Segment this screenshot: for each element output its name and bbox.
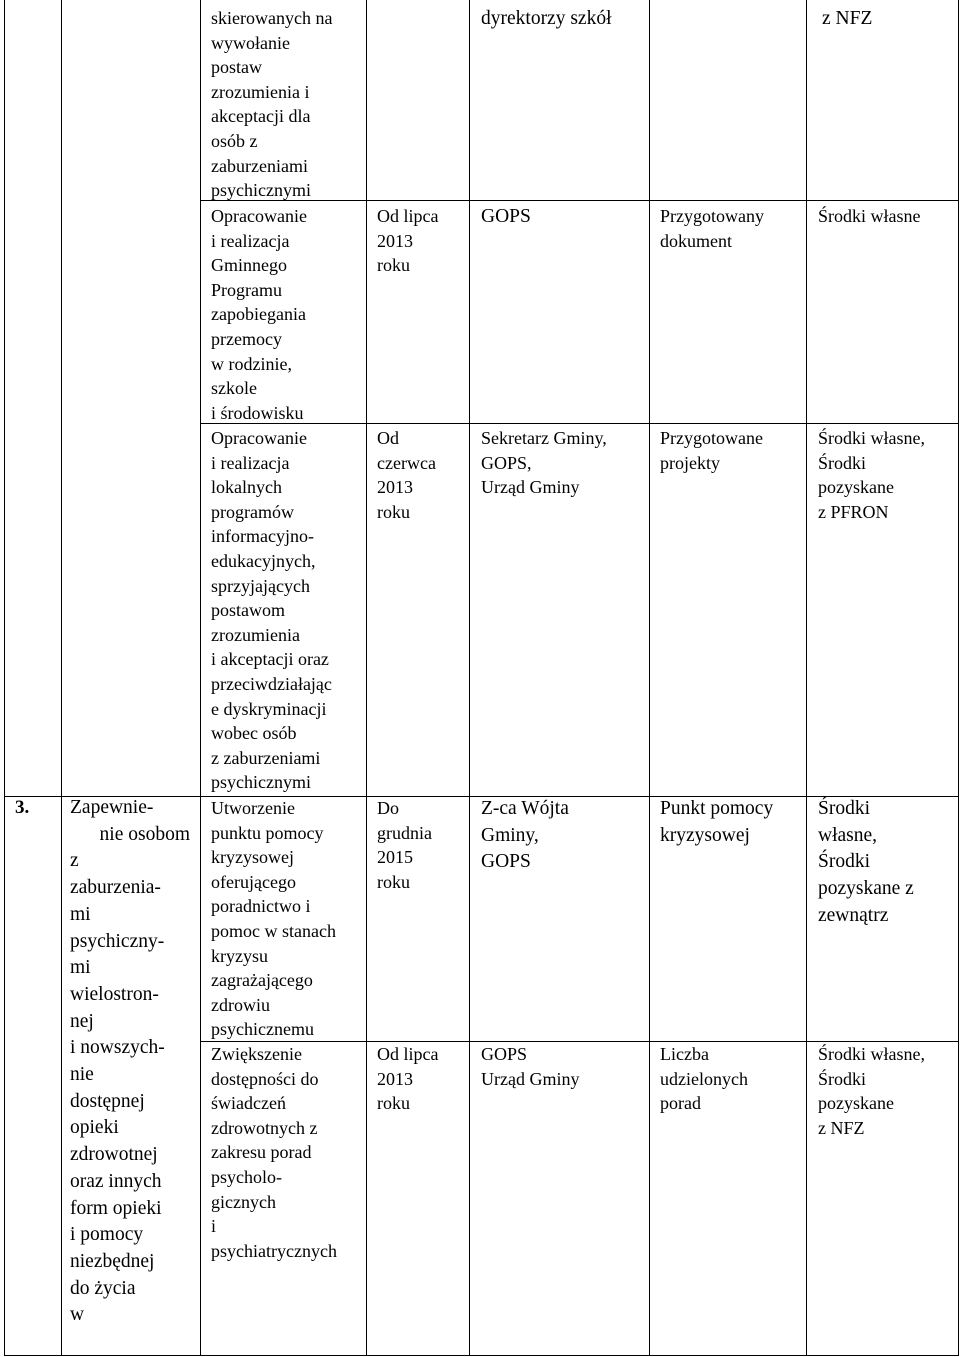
result-line: dokument	[660, 230, 732, 251]
task-line: Programu	[211, 279, 282, 300]
task-line: zrozumienia	[211, 624, 300, 645]
funding-line: Środki własne,	[818, 1044, 925, 1064]
result-cell	[660, 796, 800, 849]
task-line: i realizacja	[211, 452, 290, 473]
goal-line: form opieki	[70, 1197, 162, 1219]
task-line: i akceptacji oraz	[211, 649, 329, 670]
funding-cell	[818, 796, 948, 930]
task-line: Zwiększenie	[211, 1044, 302, 1064]
funding-line: pozyskane z	[818, 878, 914, 900]
task-line: i realizacja	[211, 230, 290, 251]
task-line: przeciwdziałając	[211, 673, 332, 694]
goal-line: do życia	[70, 1277, 136, 1299]
table-border	[958, 0, 959, 1356]
table-border	[366, 0, 367, 1356]
table-border	[469, 0, 470, 1356]
result-line: porad	[660, 1093, 701, 1114]
funding-line: z PFRON	[818, 501, 889, 522]
result-line: udzielonych	[660, 1068, 748, 1089]
task-line: osób z	[211, 130, 258, 151]
term-line: Od lipca	[377, 206, 439, 226]
goal-line: i nowszych-	[70, 1037, 165, 1059]
task-line: i	[211, 1216, 217, 1237]
task-line: punktu pomocy	[211, 822, 324, 843]
goal-line: dostępnej	[70, 1090, 145, 1112]
table-border	[4, 0, 5, 1356]
responsible-line: Gminy,	[481, 824, 539, 846]
term-line: roku	[377, 871, 410, 892]
task-line: kryzysu	[211, 945, 268, 966]
term-line: czerwca	[377, 452, 436, 473]
task-line: wywołanie	[211, 32, 290, 53]
task-line: gicznych	[211, 1191, 276, 1212]
task-line: zapobiegania	[211, 304, 306, 325]
responsible-line: Sekretarz Gminy,	[481, 428, 607, 448]
goal-line: nej	[70, 1010, 94, 1032]
result-line: Punkt pomocy	[660, 798, 774, 819]
task-line: postaw	[211, 57, 262, 78]
funding-line: Środki własne,	[818, 428, 925, 448]
responsible-line: Z-ca Wójta	[481, 798, 569, 819]
task-line: informacyjno-	[211, 526, 314, 547]
task-line: kryzysowej	[211, 847, 294, 868]
task-cell	[211, 796, 354, 1042]
task-line: psychiatrycznych	[211, 1240, 337, 1261]
funding-cell	[818, 426, 948, 524]
task-line: zakresu porad	[211, 1142, 312, 1163]
task-line: szkole	[211, 378, 257, 399]
table-border	[649, 0, 650, 1356]
task-line: zdrowotnych z	[211, 1117, 318, 1138]
goal-line: nie	[70, 1064, 94, 1086]
result-line: Przygotowany	[660, 206, 764, 226]
term-line: roku	[377, 501, 410, 522]
term-cell	[377, 426, 459, 524]
task-line: skierowanych na	[211, 8, 333, 28]
task-line: dostępności do	[211, 1068, 319, 1089]
term-cell	[377, 1042, 459, 1116]
task-line: poradnictwo i	[211, 896, 311, 917]
term-line: Do	[377, 798, 399, 818]
funding-cell	[822, 6, 872, 33]
task-cell	[211, 204, 354, 425]
responsible-line: GOPS	[481, 206, 531, 227]
goal-line: nie osobom	[99, 823, 190, 845]
task-cell	[211, 426, 354, 795]
goal-line: Zapewnie-	[70, 797, 154, 818]
responsible-line: Urząd Gminy	[481, 477, 580, 498]
funding-line: z NFZ	[818, 1117, 865, 1138]
task-line: psychicznymi	[211, 180, 311, 201]
responsible-cell	[481, 1042, 639, 1091]
goal-line: psychiczny-	[70, 930, 165, 952]
funding-cell	[818, 204, 948, 229]
responsible-line: Urząd Gminy	[481, 1068, 580, 1089]
funding-line: Środki	[818, 798, 871, 819]
task-line: postawom	[211, 600, 285, 621]
term-line: 2013	[377, 1068, 413, 1089]
funding-line: Środki	[818, 1068, 867, 1089]
result-cell	[660, 204, 800, 253]
goal-line: z	[70, 850, 79, 872]
task-line: Opracowanie	[211, 206, 307, 226]
term-line: roku	[377, 255, 410, 276]
responsible-line: GOPS	[481, 1044, 528, 1064]
responsible-cell	[481, 796, 639, 876]
term-cell	[377, 204, 459, 278]
funding-line: zewnątrz	[818, 904, 889, 926]
task-line: z zaburzeniami	[211, 747, 321, 768]
funding-line: Środki	[818, 452, 867, 473]
goal-text	[70, 795, 190, 1329]
funding-cell	[818, 1042, 948, 1140]
term-cell	[377, 796, 459, 894]
goal-line: w	[70, 1304, 85, 1326]
goal-line: oraz innych	[70, 1170, 162, 1192]
task-line: wobec osób	[211, 723, 297, 744]
goal-line: wielostron-	[70, 983, 159, 1005]
task-line: programów	[211, 501, 294, 522]
task-line: zaburzeniami	[211, 155, 308, 176]
task-cell	[211, 6, 354, 203]
table-border	[61, 0, 62, 1356]
task-cell	[211, 1042, 354, 1263]
task-line: edukacyjnych,	[211, 550, 316, 571]
funding-line: własne,	[818, 824, 878, 846]
responsible-cell	[481, 426, 639, 500]
goal-line: zaburzenia-	[70, 877, 161, 899]
task-line: psychicznemu	[211, 1019, 314, 1040]
goal-line: mi	[70, 957, 91, 979]
partner-text: dyrektorzy szkół	[481, 8, 612, 29]
task-line: Utworzenie	[211, 798, 295, 818]
task-line: zdrowiu	[211, 994, 270, 1015]
task-line: psychicznymi	[211, 772, 311, 793]
partner-cell	[481, 6, 612, 33]
goal-line: i pomocy	[70, 1224, 144, 1246]
task-line: i środowisku	[211, 402, 304, 423]
result-line: Liczba	[660, 1044, 709, 1064]
term-line: 2013	[377, 230, 413, 251]
task-line: psycholo-	[211, 1166, 282, 1187]
task-line: Opracowanie	[211, 428, 307, 448]
responsible-line: GOPS	[481, 851, 531, 873]
table-border	[200, 0, 201, 1356]
funding-line: pozyskane	[818, 477, 894, 498]
task-line: w rodzinie,	[211, 353, 292, 374]
task-line: świadczeń	[211, 1093, 286, 1114]
goal-line: opieki	[70, 1117, 119, 1139]
goal-line: zdrowotnej	[70, 1144, 158, 1166]
term-line: 2015	[377, 847, 413, 868]
funding-line: Środki	[818, 851, 871, 873]
table-border	[806, 0, 807, 1356]
result-line: kryzysowej	[660, 824, 750, 846]
table-border	[4, 1355, 959, 1356]
task-line: sprzyjających	[211, 575, 310, 596]
task-line: zrozumienia i	[211, 81, 310, 102]
task-line: e dyskryminacji	[211, 698, 327, 719]
responsible-cell	[481, 204, 639, 231]
term-line: 2013	[377, 477, 413, 498]
task-line: oferującego	[211, 871, 296, 892]
result-line: projekty	[660, 452, 720, 473]
result-cell	[660, 1042, 800, 1116]
task-line: akceptacji dla	[211, 106, 311, 127]
term-line: grudnia	[377, 822, 432, 843]
funding-text: z NFZ	[822, 8, 873, 29]
responsible-line: GOPS,	[481, 452, 532, 473]
term-line: Od	[377, 428, 399, 448]
term-line: roku	[377, 1093, 410, 1114]
funding-line: pozyskane	[818, 1093, 894, 1114]
task-line: lokalnych	[211, 477, 282, 498]
funding-line: Środki własne	[818, 206, 921, 226]
goal-line: mi	[70, 903, 91, 925]
result-cell	[660, 426, 800, 475]
goal-line: niezbędnej	[70, 1250, 155, 1272]
task-line: pomoc w stanach	[211, 920, 336, 941]
term-line: Od lipca	[377, 1044, 439, 1064]
task-line: zagrażającego	[211, 970, 313, 991]
task-line: przemocy	[211, 328, 282, 349]
result-line: Przygotowane	[660, 428, 763, 448]
task-line: Gminnego	[211, 255, 287, 276]
goal-number: 3.	[15, 797, 30, 818]
